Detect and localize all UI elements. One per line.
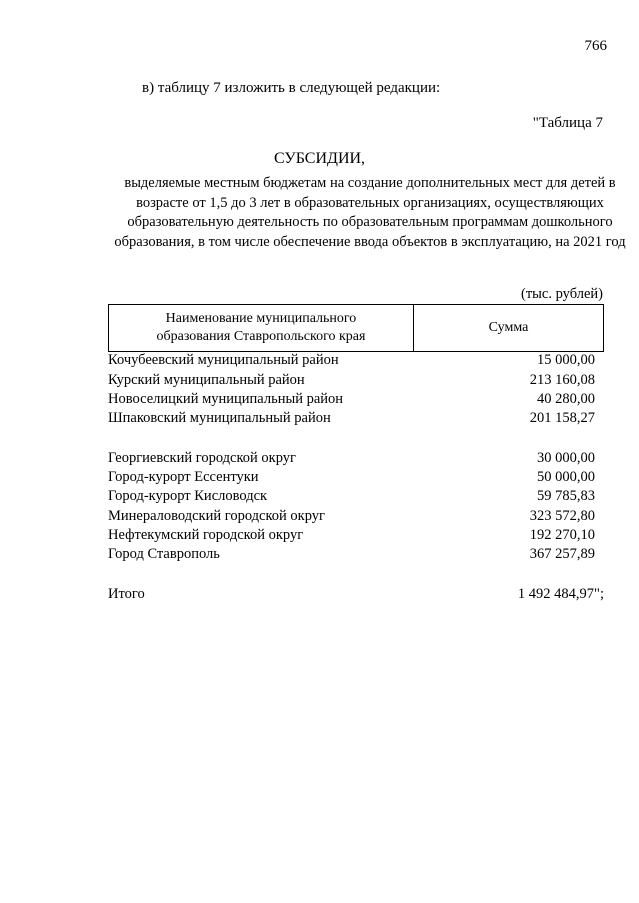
row-name: Новоселицкий муниципальный район <box>108 391 344 407</box>
table-row <box>108 546 595 563</box>
row-name: Курский муниципальный район <box>108 372 305 388</box>
row-value: 192 270,10 <box>529 527 595 543</box>
row-name: Город-курорт Кисловодск <box>108 488 268 504</box>
row-name: Город-курорт Ессентуки <box>108 469 259 485</box>
table-row <box>108 450 595 467</box>
header-sum-cell: Сумма <box>488 320 529 335</box>
subtitle: выделяемые местным бюджетам на создание дополнительных мест для детей в возрасте от 1,5 до 3 лет в образовательных организациях, осуществляющих образовательную деятельность по образовательным программам дошкольного образования, в том числе обеспечение ввода объектов в эксплуатацию, на 2021 год <box>114 175 626 250</box>
row-value: 59 785,83 <box>537 488 595 504</box>
table-header <box>108 304 604 352</box>
total-value: 1 492 484,97"; <box>517 586 604 602</box>
page-number: 766 <box>584 38 607 54</box>
table-row <box>108 372 595 389</box>
table-row <box>108 391 595 408</box>
row-value: 367 257,89 <box>529 546 595 562</box>
row-name: Нефтекумский городской округ <box>108 527 304 543</box>
row-value: 213 160,08 <box>529 372 595 388</box>
row-value: 30 000,00 <box>537 450 595 466</box>
row-value: 323 572,80 <box>529 508 595 524</box>
units-label: (тыс. рублей) <box>521 286 603 302</box>
table-row <box>108 527 595 544</box>
row-value: 50 000,00 <box>537 469 595 485</box>
row-value: 15 000,00 <box>537 352 595 368</box>
table-row <box>108 410 595 427</box>
row-name: Шпаковский муниципальный район <box>108 410 331 426</box>
table-row <box>108 508 595 525</box>
table-row <box>108 352 595 369</box>
header-name-line1: Наименование муниципального <box>165 311 357 326</box>
table-label: "Таблица 7 <box>532 115 603 131</box>
header-name-line2: образования Ставропольского края <box>156 329 366 344</box>
row-name: Кочубеевский муниципальный район <box>108 352 339 368</box>
intro-text: в) таблицу 7 изложить в следующей редакции: <box>142 80 441 96</box>
row-name: Город Ставрополь <box>108 546 220 562</box>
row-name: Георгиевский городской округ <box>108 450 296 466</box>
heading: СУБСИДИИ, <box>273 150 366 167</box>
table-row <box>108 488 595 505</box>
header-name-cell <box>109 305 414 351</box>
table-row <box>108 469 595 486</box>
row-value: 40 280,00 <box>537 391 595 407</box>
total-row <box>108 586 604 603</box>
row-value: 201 158,27 <box>529 410 595 426</box>
row-name: Минераловодский городской округ <box>108 508 325 524</box>
total-label: Итого <box>108 586 145 602</box>
